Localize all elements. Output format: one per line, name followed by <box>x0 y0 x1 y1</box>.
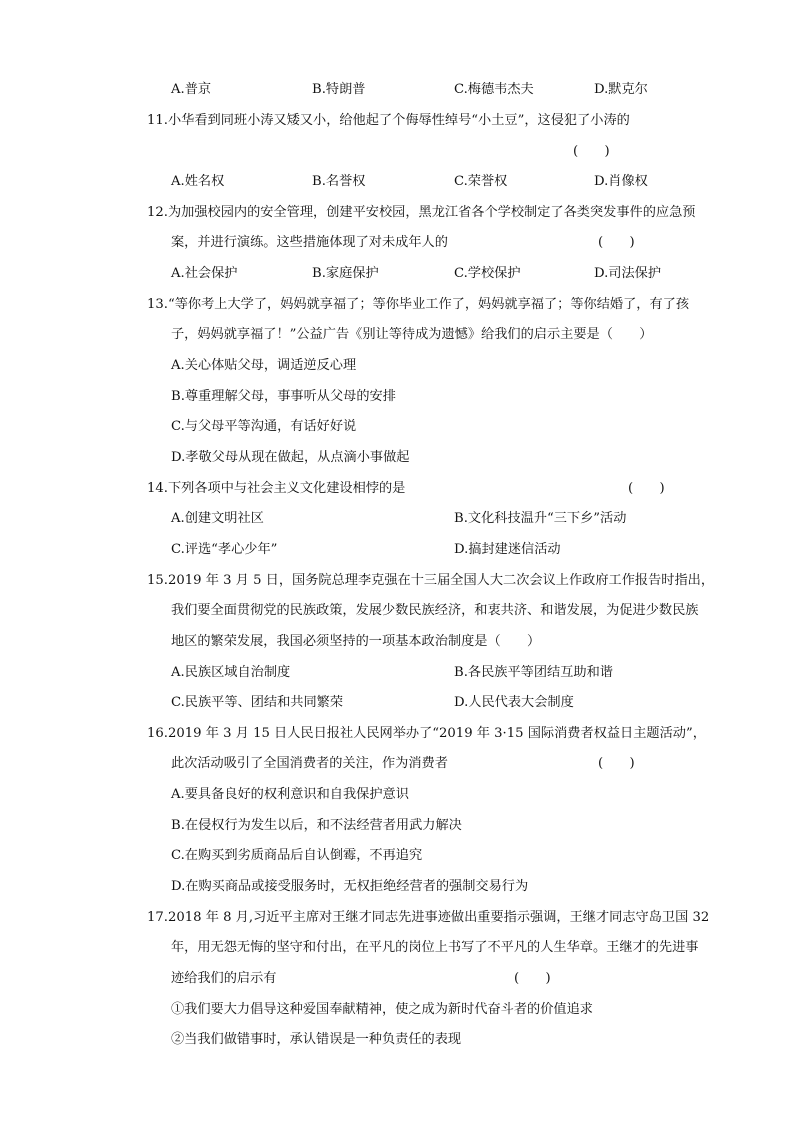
q17-answer-blank: ( ) <box>514 971 551 986</box>
q11-answer-blank: ( ) <box>573 144 610 159</box>
q12-option-b: B.家庭保护 <box>312 266 379 281</box>
q10-option-a: A.普京 <box>171 82 212 97</box>
q15-stem-line1: 15.2019 年 3 月 5 日，国务院总理李克强在十三届全国人大二次会议上作政府工作报告时指出， <box>147 573 715 588</box>
q11-stem: 11.小华看到同班小涛又矮又小，给他起了个侮辱性绰号“小土豆”，这侵犯了小涛的 <box>147 113 630 128</box>
q17-item-2: ②当我们做错事时，承认错误是一种负责任的表现 <box>171 1032 462 1047</box>
q13-option-a: A.关心体贴父母，调适逆反心理 <box>171 358 357 373</box>
q10-option-c: C.梅德韦杰夫 <box>454 82 534 97</box>
q15-option-a: A.民族区域自治制度 <box>171 665 291 680</box>
q16-answer-blank: ( ) <box>598 756 635 771</box>
q12-option-c: C.学校保护 <box>454 266 521 281</box>
q15-option-d: D.人民代表大会制度 <box>454 695 574 710</box>
q14-stem: 14.下列各项中与社会主义文化建设相悖的是 <box>147 481 406 496</box>
q14-option-d: D.搞封建迷信活动 <box>454 542 561 557</box>
q13-option-d: D.孝敬父母从现在做起，从点滴小事做起 <box>171 450 410 465</box>
q16-stem-line2: 此次活动吸引了全国消费者的关注，作为消费者 <box>171 756 448 771</box>
q17-item-1: ①我们要大力倡导这种爱国奉献精神，使之成为新时代奋斗者的价值追求 <box>171 1002 593 1017</box>
q14-option-a: A.创建文明社区 <box>171 511 264 526</box>
q12-stem-line1: 12.为加强校园内的安全管理，创建平安校园，黑龙江省各个学校制定了各类突发事件的应急预 <box>147 205 696 220</box>
q16-stem-line1: 16.2019 年 3 月 15 日人民日报社人民网举办了“2019 年 3·15 国际消费者权益日主题活动”， <box>147 726 706 741</box>
q12-answer-blank: ( ) <box>598 235 635 250</box>
q15-stem-line3: 地区的繁荣发展，我国必须坚持的一项基本政治制度是（ ） <box>171 634 541 649</box>
q15-option-b: B.各民族平等团结互助和谐 <box>454 665 613 680</box>
q13-stem-line1: 13.“等你考上大学了，妈妈就享福了；等你毕业工作了，妈妈就享福了；等你结婚了，有了孩 <box>147 297 690 312</box>
q16-option-d: D.在购买商品或接受服务时，无权拒绝经营者的强制交易行为 <box>171 879 529 894</box>
q14-option-b: B.文化科技温升“三下乡”活动 <box>454 511 627 526</box>
q14-answer-blank: ( ) <box>628 481 665 496</box>
q13-stem-line2: 子，妈妈就享福了！”公益广告《别让等待成为遗憾》给我们的启示主要是（ ） <box>171 327 653 342</box>
q15-option-c: C.民族平等、团结和共同繁荣 <box>171 695 344 710</box>
q11-option-b: B.名誉权 <box>312 174 366 189</box>
q13-option-b: B.尊重理解父母，事事听从父母的安排 <box>171 389 396 404</box>
q11-option-a: A.姓名权 <box>171 174 225 189</box>
q16-option-b: B.在侵权行为发生以后，和不法经营者用武力解决 <box>171 818 462 833</box>
q14-option-c: C.评选“孝心少年” <box>171 542 278 557</box>
q10-option-b: B.特朗普 <box>312 82 366 97</box>
q17-stem-line2: 年，用无怨无悔的坚守和付出，在平凡的岗位上书写了不平凡的人生华章。王继才的先进事 <box>171 940 699 955</box>
q13-option-c: C.与父母平等沟通，有话好好说 <box>171 419 357 434</box>
q11-option-c: C.荣誉权 <box>454 174 508 189</box>
q11-option-d: D.肖像权 <box>594 174 648 189</box>
q10-option-d: D.默克尔 <box>594 82 648 97</box>
q17-stem-line1: 17.2018 年 8 月,习近平主席对王继才同志先进事迹做出重要指示强调，王继才同志守岛卫国 32 <box>147 910 710 925</box>
q15-stem-line2: 我们要全面贯彻党的民族政策，发展少数民族经济，和衷共济、和谐发展，为促进少数民族 <box>171 603 699 618</box>
q12-option-a: A.社会保护 <box>171 266 238 281</box>
q17-stem-line3: 迹给我们的启示有 <box>171 971 277 986</box>
q16-option-a: A.要具备良好的权利意识和自我保护意识 <box>171 787 409 802</box>
q12-stem-line2: 案，并进行演练。这些措施体现了对未成年人的 <box>171 235 448 250</box>
q12-option-d: D.司法保护 <box>594 266 662 281</box>
q16-option-c: C.在购买到劣质商品后自认倒霉，不再追究 <box>171 848 423 863</box>
